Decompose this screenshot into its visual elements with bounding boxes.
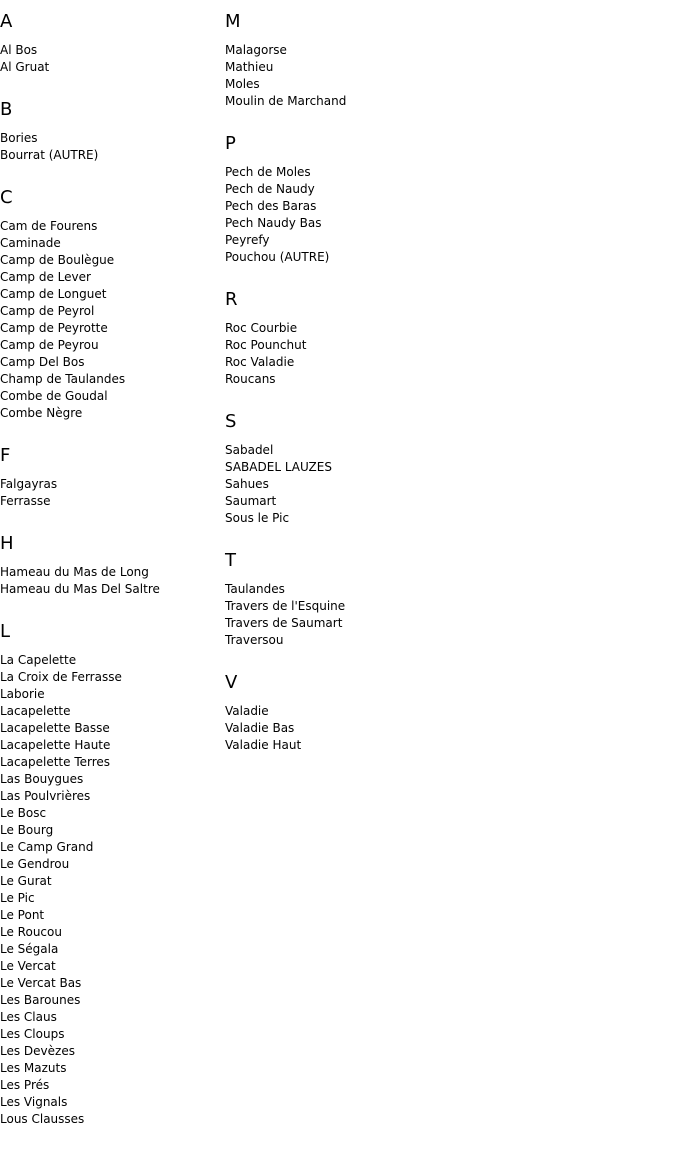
place-link[interactable]: Traversou [225, 633, 284, 647]
place-link[interactable]: Camp de Peyrotte [0, 321, 108, 335]
letter-group [225, 549, 435, 649]
place-link[interactable]: Al Gruat [0, 60, 50, 74]
place-link[interactable]: Le Bourg [0, 823, 54, 837]
place-link[interactable]: Saumart [225, 494, 277, 508]
place-link[interactable]: Le Gendrou [0, 857, 70, 871]
letter-group [225, 671, 435, 754]
letter-heading: B [0, 99, 13, 120]
place-list [0, 130, 210, 164]
place-link[interactable]: Bories [0, 131, 38, 145]
place-link[interactable]: Les Mazuts [0, 1061, 67, 1075]
place-link[interactable]: Le Vercat [0, 959, 56, 973]
place-link[interactable]: Roc Valadie [225, 355, 295, 369]
place-link[interactable]: Falgayras [0, 477, 58, 491]
place-link[interactable]: Le Camp Grand [0, 840, 94, 854]
place-link[interactable]: Pech de Naudy [225, 182, 315, 196]
place-link[interactable]: Cam de Fourens [0, 219, 98, 233]
letter-group [0, 186, 210, 422]
place-list [0, 652, 210, 1128]
place-link[interactable]: Sabadel [225, 443, 274, 457]
place-link[interactable]: Camp de Longuet [0, 287, 107, 301]
place-link[interactable]: La Croix de Ferrasse [0, 670, 122, 684]
place-link[interactable]: Lacapelette [0, 704, 71, 718]
place-list [0, 42, 210, 76]
place-link[interactable]: Valadie Haut [225, 738, 302, 752]
letter-heading: H [0, 533, 14, 554]
place-link[interactable]: Les Claus [0, 1010, 57, 1024]
place-link[interactable]: Le Roucou [0, 925, 62, 939]
place-link[interactable]: Camp de Peyrou [0, 338, 99, 352]
place-link[interactable]: Mathieu [225, 60, 274, 74]
place-link[interactable]: Travers de Saumart [225, 616, 343, 630]
place-list [0, 218, 210, 422]
place-list [225, 164, 435, 266]
place-link[interactable]: Roc Pounchut [225, 338, 307, 352]
letter-group [0, 10, 210, 76]
letter-heading: R [225, 289, 238, 310]
letter-heading: F [0, 445, 11, 466]
place-link[interactable]: Roucans [225, 372, 276, 386]
letter-group [0, 98, 210, 164]
place-link[interactable]: Bourrat (AUTRE) [0, 148, 99, 162]
place-link[interactable]: Les Barounes [0, 993, 81, 1007]
place-link[interactable]: Hameau du Mas Del Saltre [0, 582, 160, 596]
place-link[interactable]: Laborie [0, 687, 45, 701]
place-link[interactable]: Valadie [225, 704, 269, 718]
place-link[interactable]: Las Bouygues [0, 772, 84, 786]
place-link[interactable]: Le Vercat Bas [0, 976, 82, 990]
place-link[interactable]: Taulandes [225, 582, 285, 596]
place-list [0, 476, 210, 510]
place-link[interactable]: Lacapelette Basse [0, 721, 110, 735]
place-list [225, 320, 435, 388]
place-link[interactable]: Les Cloups [0, 1027, 65, 1041]
place-link[interactable]: Combe de Goudal [0, 389, 108, 403]
place-list [0, 564, 210, 598]
place-link[interactable]: Moles [225, 77, 260, 91]
place-link[interactable]: Pouchou (AUTRE) [225, 250, 330, 264]
place-link[interactable]: Combe Nègre [0, 406, 83, 420]
place-link[interactable]: Champ de Taulandes [0, 372, 126, 386]
place-link[interactable]: Las Poulvrières [0, 789, 91, 803]
place-link[interactable]: Malagorse [225, 43, 287, 57]
place-link[interactable]: Les Devèzes [0, 1044, 75, 1058]
place-link[interactable]: Roc Courbie [225, 321, 298, 335]
place-link[interactable]: Travers de l'Esquine [225, 599, 346, 613]
place-link[interactable]: Les Prés [0, 1078, 50, 1092]
place-link[interactable]: Pech Naudy Bas [225, 216, 322, 230]
place-link[interactable]: Les Vignals [0, 1095, 68, 1109]
place-link[interactable]: SABADEL LAUZES [225, 460, 332, 474]
place-link[interactable]: Lous Clausses [0, 1112, 85, 1126]
letter-heading: P [225, 133, 236, 154]
place-link[interactable]: Camp Del Bos [0, 355, 85, 369]
place-list [225, 703, 435, 754]
place-link[interactable]: Caminade [0, 236, 61, 250]
place-link[interactable]: Camp de Peyrol [0, 304, 95, 318]
place-link[interactable]: Sahues [225, 477, 269, 491]
place-list [225, 42, 435, 110]
place-link[interactable]: Valadie Bas [225, 721, 295, 735]
place-list [225, 442, 435, 527]
place-link[interactable]: Le Pic [0, 891, 35, 905]
place-link[interactable]: Ferrasse [0, 494, 51, 508]
letter-group [225, 10, 435, 110]
letter-group [0, 620, 210, 1128]
place-link[interactable]: Sous le Pic [225, 511, 290, 525]
place-link[interactable]: Pech de Moles [225, 165, 311, 179]
place-link[interactable]: Moulin de Marchand [225, 94, 347, 108]
place-link[interactable]: Al Bos [0, 43, 38, 57]
letter-heading: M [225, 11, 241, 32]
place-link[interactable]: Peyrefy [225, 233, 270, 247]
letter-heading: L [0, 621, 11, 642]
place-list [225, 581, 435, 649]
letter-group [0, 532, 210, 598]
place-link[interactable]: Hameau du Mas de Long [0, 565, 149, 579]
place-link[interactable]: Lacapelette Terres [0, 755, 111, 769]
letter-group [225, 132, 435, 266]
letter-heading: T [225, 550, 236, 571]
place-link[interactable]: Camp de Boulègue [0, 253, 115, 267]
place-link[interactable]: Camp de Lever [0, 270, 91, 284]
place-link[interactable]: Lacapelette Haute [0, 738, 111, 752]
letter-heading: C [0, 187, 13, 208]
letter-heading: V [225, 672, 238, 693]
letter-heading: A [0, 11, 13, 32]
place-link[interactable]: La Capelette [0, 653, 77, 667]
letter-group [0, 444, 210, 510]
place-link[interactable]: Le Gurat [0, 874, 52, 888]
letter-group [225, 288, 435, 388]
letter-group [225, 410, 435, 527]
index-column-right [225, 10, 435, 776]
place-link[interactable]: Pech des Baras [225, 199, 317, 213]
place-link[interactable]: Le Ségala [0, 942, 59, 956]
place-link[interactable]: Le Bosc [0, 806, 47, 820]
index-column-left [0, 10, 210, 1150]
letter-heading: S [225, 411, 237, 432]
place-link[interactable]: Le Pont [0, 908, 45, 922]
